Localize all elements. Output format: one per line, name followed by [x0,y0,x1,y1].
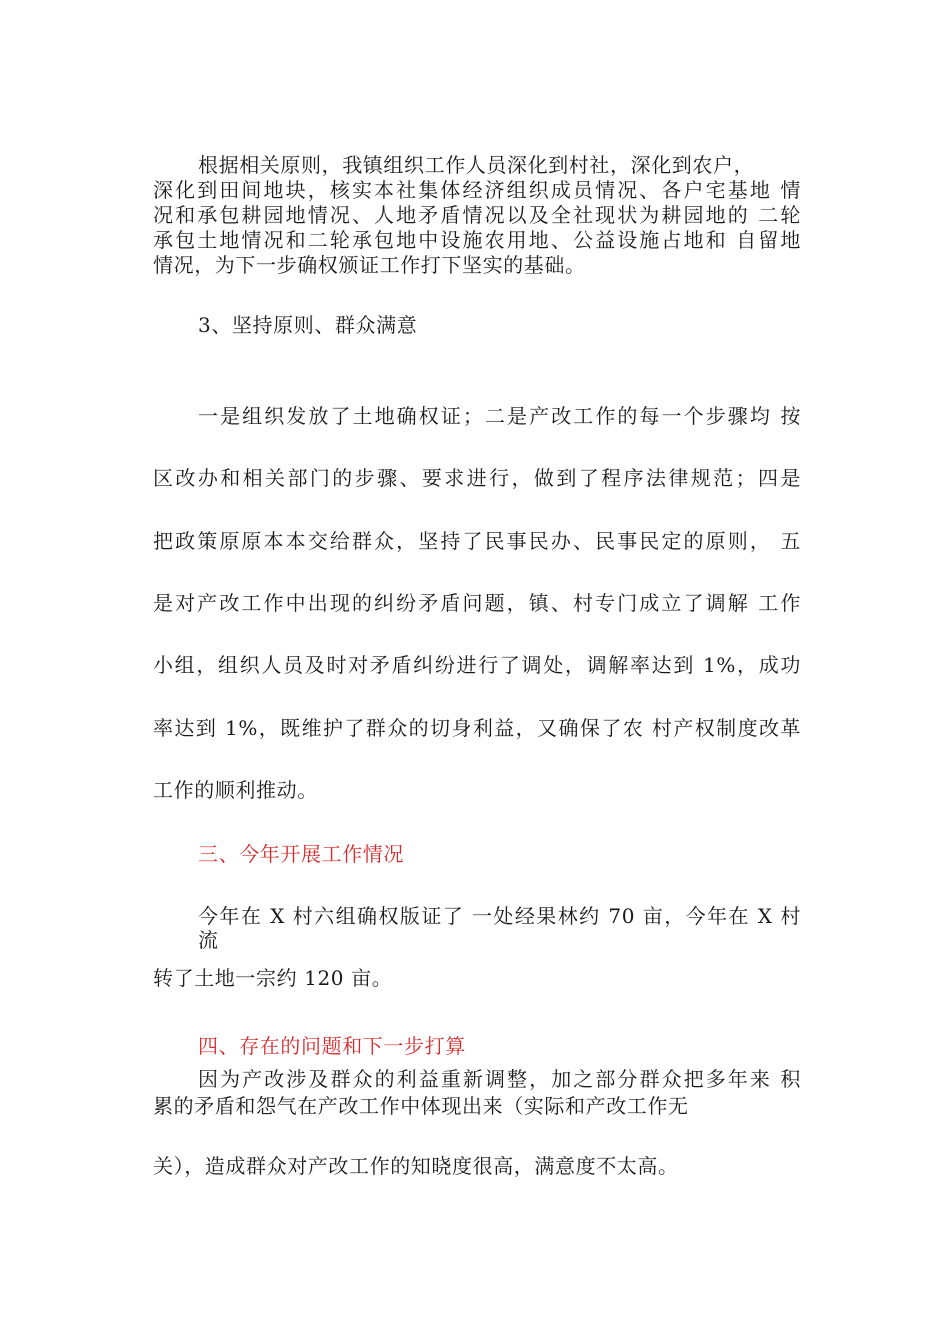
paragraph-3-line-2: 转了土地一宗约 120 亩。 [153,966,393,990]
paragraph-1-line-2: 深化到田间地块，核实本社集体经济组织成员情况、各户宅基地 情 [153,178,801,202]
paragraph-2-line-2: 区改办和相关部门的步骤、要求进行，做到了程序法律规范；四是 [153,466,801,490]
paragraph-2-line-3: 把政策原原本本交给群众，坚持了民事民办、民事民定的原则， 五 [153,529,801,553]
subheading-3: 3、坚持原则、群众满意 [198,313,418,337]
paragraph-2-line-4: 是对产改工作中出现的纠纷矛盾问题，镇、村专门成立了调解 工作 [153,591,801,615]
paragraph-1-line-1: 根据相关原则，我镇组织工作人员深化到村社，深化到农户， [198,153,755,177]
paragraph-4-line-2: 累的矛盾和怨气在产改工作中体现出来（实际和产改工作无 [153,1094,689,1118]
paragraph-1-line-4: 承包土地情况和二轮承包地中设施农用地、公益设施占地和 自留地 [153,228,801,252]
paragraph-4-line-3: 关），造成群众对产改工作的知晓度很高，满意度不太高。 [153,1154,679,1178]
paragraph-2-line-7: 工作的顺利推动。 [153,778,318,802]
paragraph-2-line-6: 率达到 1%，既维护了群众的切身利益，又确保了农 村产权制度改革 [153,716,801,740]
paragraph-3-line-1: 今年在 X 村六组确权版证了 一处经果林约 70 亩，今年在 X 村 流 [198,904,801,952]
paragraph-1-line-5: 情况，为下一步确权颁证工作打下坚实的基础。 [153,253,586,277]
paragraph-2-line-1: 一是组织发放了土地确权证；二是产改工作的每一个步骤均 按 [198,404,801,428]
paragraph-4-line-1: 因为产改涉及群众的利益重新调整，加之部分群众把多年来 积 [198,1067,801,1091]
section-heading-3: 三、今年开展工作情况 [198,842,404,866]
section-heading-4: 四、存在的问题和下一步打算 [198,1034,466,1058]
paragraph-1-line-3: 况和承包耕园地情况、人地矛盾情况以及全社现状为耕园地的 二轮 [153,203,801,227]
paragraph-2-line-5: 小组，组织人员及时对矛盾纠纷进行了调处，调解率达到 1%，成功 [153,653,801,677]
